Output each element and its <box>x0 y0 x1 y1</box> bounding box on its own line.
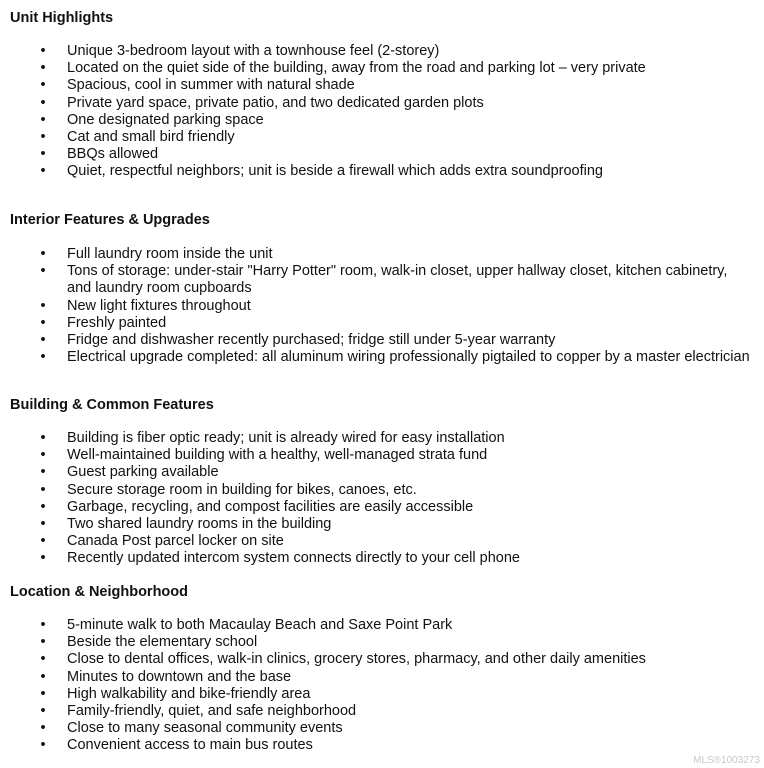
list-item <box>10 499 754 516</box>
list-item-text: Family-friendly, quiet, and safe neighborhood <box>67 703 357 720</box>
section-heading: Unit Highlights <box>10 10 114 26</box>
bullet-icon: • <box>40 651 46 668</box>
list-item-text: Secure storage room in building for bikes, canoes, etc. <box>67 481 417 498</box>
section-location-neighborhood <box>10 584 754 755</box>
list-item <box>10 112 754 129</box>
bullet-list <box>10 617 754 755</box>
list-item <box>10 349 754 366</box>
list-item <box>10 163 754 180</box>
bullet-icon: • <box>40 685 46 702</box>
list-item-text: High walkability and bike-friendly area <box>67 685 311 702</box>
list-item-text: Unique 3-bedroom layout with a townhouse feel (2-storey) <box>67 43 440 59</box>
list-item <box>10 146 754 163</box>
list-item-text: Full laundry room inside the unit <box>67 246 273 262</box>
bullet-icon: • <box>40 263 46 280</box>
list-item-text: Building is fiber optic ready; unit is already wired for easy installation <box>67 430 505 446</box>
bullet-list <box>10 43 754 181</box>
list-item <box>10 129 754 146</box>
bullet-icon: • <box>40 464 46 481</box>
bullet-icon: • <box>40 737 46 754</box>
list-item-text: Canada Post parcel locker on site <box>67 533 284 550</box>
bullet-icon: • <box>40 77 46 94</box>
list-item <box>10 482 754 499</box>
list-item-text: One designated parking space <box>67 111 264 128</box>
list-item <box>10 43 754 60</box>
list-item <box>10 686 754 703</box>
bullet-icon: • <box>40 246 46 262</box>
bullet-icon: • <box>40 481 46 498</box>
list-item-text: Close to dental offices, walk-in clinics, grocery stores, pharmacy, and other daily amenities <box>67 651 646 668</box>
list-item <box>10 95 754 112</box>
bullet-icon: • <box>40 533 46 550</box>
list-item-text: Two shared laundry rooms in the building <box>67 516 332 533</box>
bullet-icon: • <box>40 550 46 567</box>
list-item <box>10 246 754 263</box>
list-item-text: Tons of storage: under-stair "Harry Potter" room, walk-in closet, upper hallway closet, kitchen cabinetry, and laundry room cupboards <box>67 263 728 297</box>
list-item-text: New light fixtures throughout <box>67 297 251 314</box>
section-unit-highlights <box>10 10 754 181</box>
bullet-icon: • <box>40 163 46 180</box>
list-item-text: Quiet, respectful neighbors; unit is beside a firewall which adds extra soundproofing <box>67 163 603 180</box>
bullet-icon: • <box>40 703 46 720</box>
bullet-icon: • <box>40 617 46 633</box>
list-item-text: Fridge and dishwasher recently purchased; fridge still under 5-year warranty <box>67 332 556 349</box>
list-item-text: Recently updated intercom system connects directly to your cell phone <box>67 550 520 567</box>
list-item <box>10 447 754 464</box>
list-item <box>10 332 754 349</box>
mls-watermark: MLS®1003273 <box>693 755 760 766</box>
section-heading: Location & Neighborhood <box>10 584 189 600</box>
list-item-text: Freshly painted <box>67 314 167 331</box>
list-item <box>10 651 754 668</box>
list-item <box>10 634 754 651</box>
list-item-text: Convenient access to main bus routes <box>67 737 313 754</box>
list-item <box>10 720 754 737</box>
list-item-text: Garbage, recycling, and compost facilities are easily accessible <box>67 498 474 515</box>
section-heading: Interior Features & Upgrades <box>10 212 210 228</box>
list-item-text: BBQs allowed <box>67 146 159 163</box>
bullet-list <box>10 430 754 568</box>
bullet-icon: • <box>40 349 46 366</box>
bullet-icon: • <box>40 146 46 163</box>
section-building-features <box>10 397 754 568</box>
list-item <box>10 60 754 77</box>
list-item <box>10 516 754 533</box>
list-item <box>10 315 754 332</box>
list-item <box>10 703 754 720</box>
bullet-icon: • <box>40 668 46 685</box>
list-item <box>10 263 754 297</box>
list-item <box>10 550 754 567</box>
list-item <box>10 77 754 94</box>
bullet-icon: • <box>40 129 46 146</box>
list-item <box>10 617 754 634</box>
list-item-text: Located on the quiet side of the building, away from the road and parking lot – very private <box>67 60 646 77</box>
list-item-text: Beside the elementary school <box>67 634 258 651</box>
list-item <box>10 669 754 686</box>
list-item-text: Spacious, cool in summer with natural shade <box>67 77 355 94</box>
list-item-text: Electrical upgrade completed: all aluminum wiring professionally pigtailed to copper by a master electrician <box>67 349 750 366</box>
bullet-icon: • <box>40 516 46 533</box>
bullet-icon: • <box>40 314 46 331</box>
list-item <box>10 464 754 481</box>
list-item-text: Private yard space, private patio, and two dedicated garden plots <box>67 94 484 111</box>
list-item <box>10 737 754 754</box>
bullet-icon: • <box>40 498 46 515</box>
bullet-icon: • <box>40 43 46 59</box>
bullet-list <box>10 246 754 366</box>
bullet-icon: • <box>40 430 46 446</box>
list-item <box>10 533 754 550</box>
bullet-icon: • <box>40 447 46 464</box>
bullet-icon: • <box>40 720 46 737</box>
bullet-icon: • <box>40 297 46 314</box>
list-item-text: Well-maintained building with a healthy, well-managed strata fund <box>67 447 488 464</box>
list-item <box>10 298 754 315</box>
bullet-icon: • <box>40 332 46 349</box>
list-item <box>10 430 754 447</box>
list-item-text: Minutes to downtown and the base <box>67 668 292 685</box>
list-item-text: Close to many seasonal community events <box>67 720 343 737</box>
list-item-text: Guest parking available <box>67 464 219 481</box>
list-item-text: Cat and small bird friendly <box>67 129 235 146</box>
list-item-text: 5-minute walk to both Macaulay Beach and Saxe Point Park <box>67 617 453 633</box>
section-heading: Building & Common Features <box>10 397 214 413</box>
section-interior-features <box>10 212 754 366</box>
bullet-icon: • <box>40 94 46 111</box>
bullet-icon: • <box>40 60 46 77</box>
bullet-icon: • <box>40 111 46 128</box>
bullet-icon: • <box>40 634 46 651</box>
